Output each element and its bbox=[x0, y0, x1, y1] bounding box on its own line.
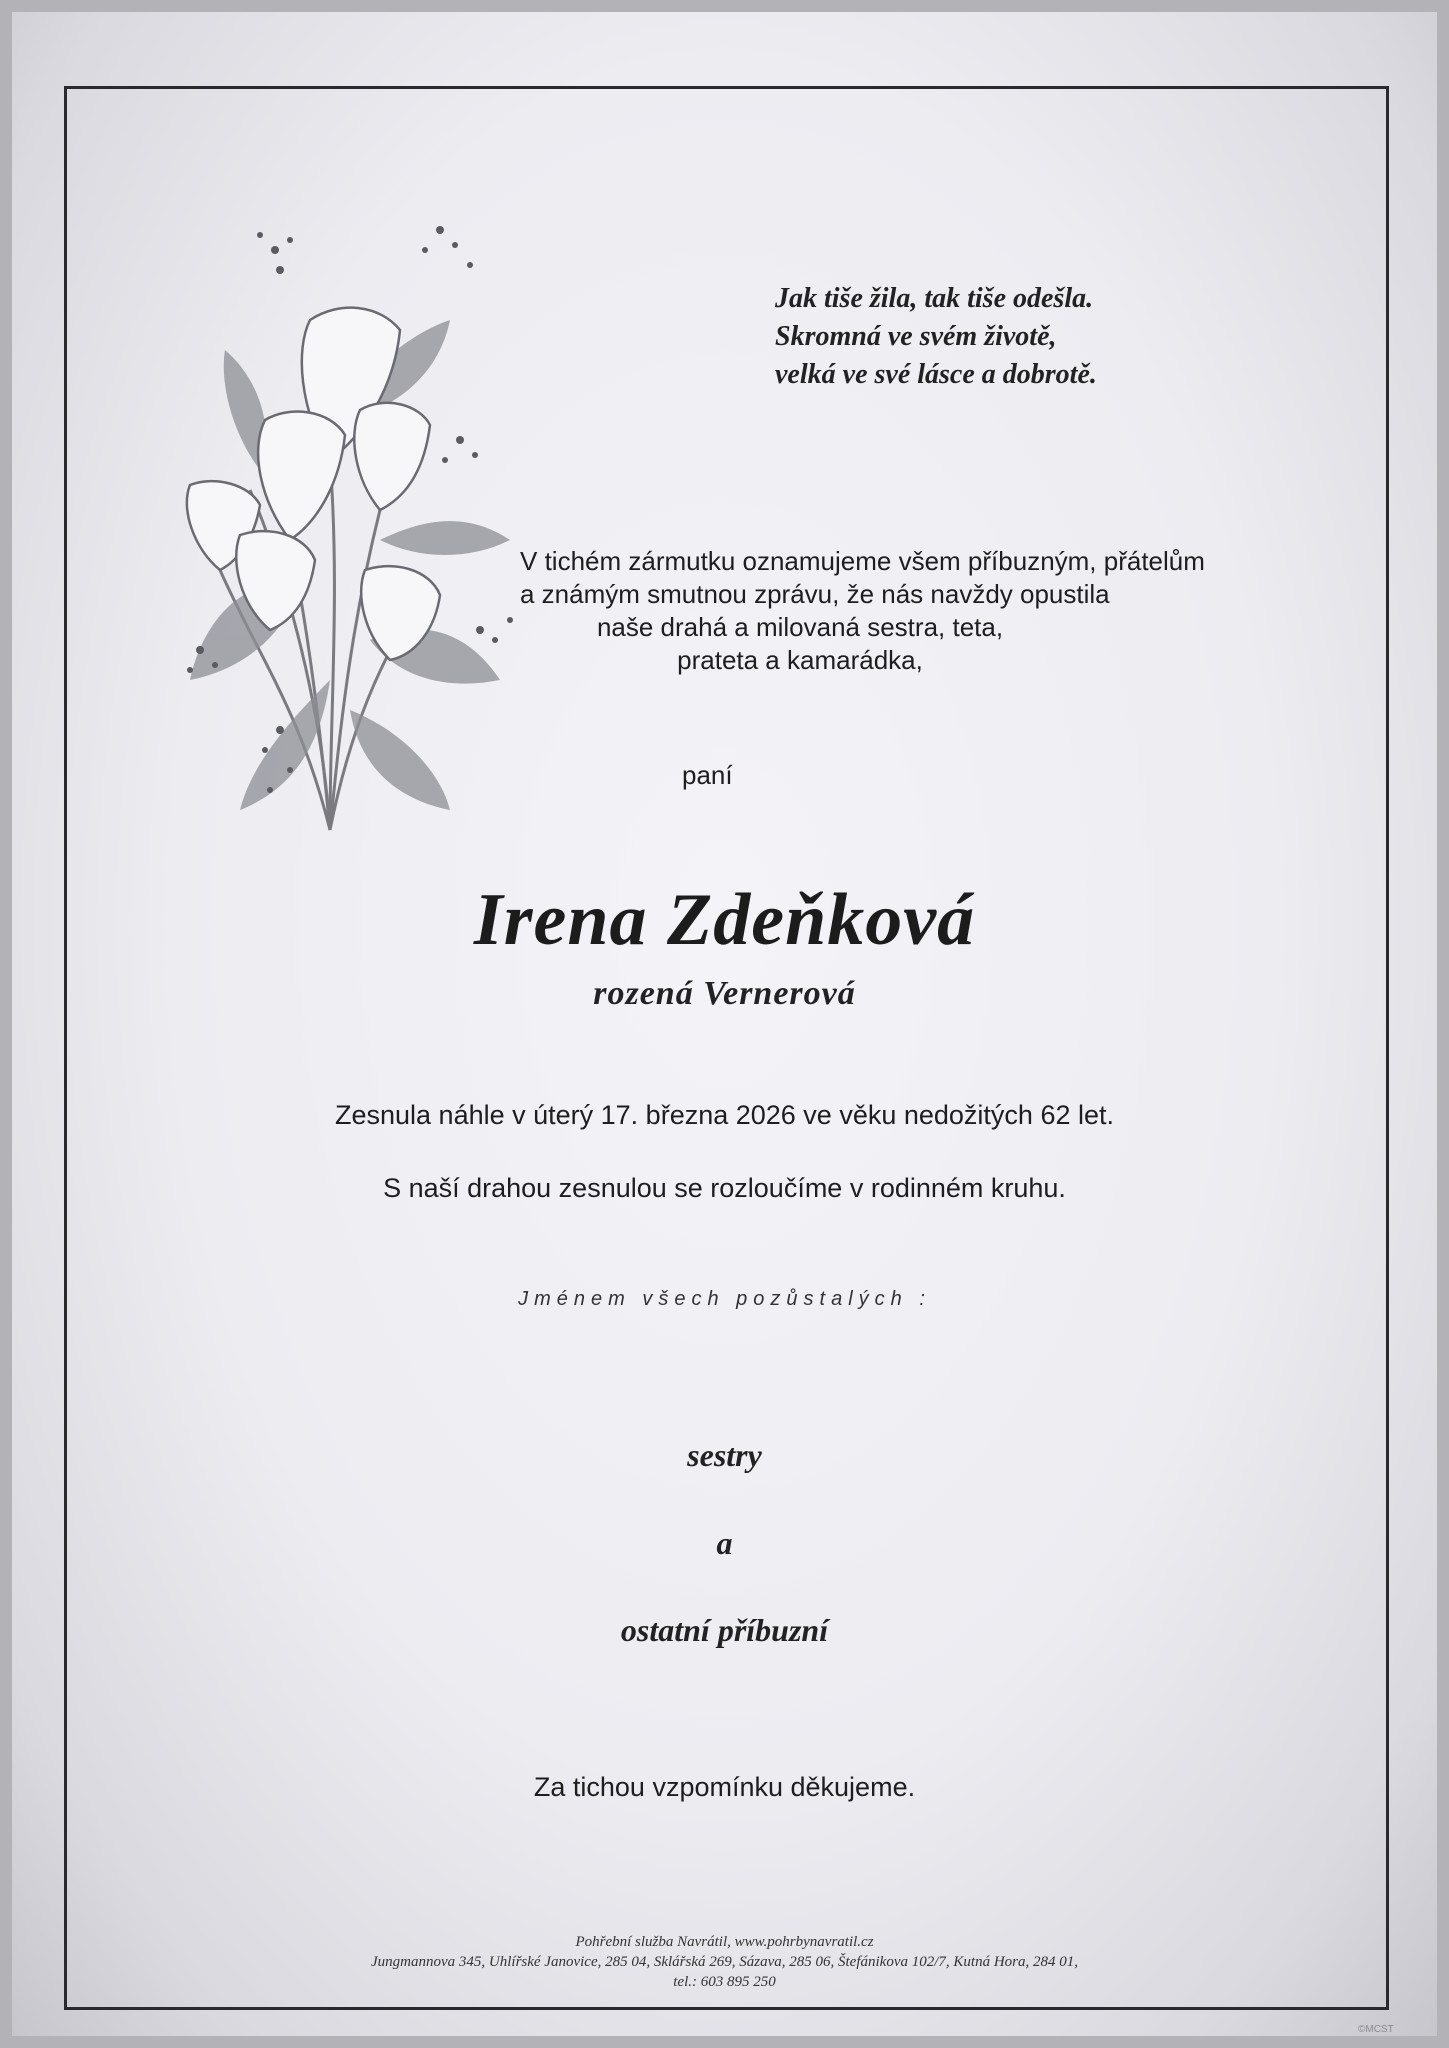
announcement-line: V tichém zármutku oznamujeme všem příbuzným, přátelům bbox=[520, 546, 1205, 576]
announcement-line: naše drahá a milovaná sestra, teta, bbox=[596, 612, 1004, 642]
motto-line: Jak tiše žila, tak tiše odešla. bbox=[775, 283, 1094, 314]
death-notice: Zesnula náhle v úterý 17. března 2026 ve věku nedožitých 62 let. bbox=[335, 1100, 1114, 1130]
motto-line: velká ve své lásce a dobrotě. bbox=[775, 359, 1097, 390]
on-behalf-heading: Jménem všech pozůstalých : bbox=[518, 1288, 931, 1310]
announcement-line: a známým smutnou zprávu, že nás navždy opustila bbox=[520, 579, 1110, 609]
footer-line: Pohřební služba Navrátil, www.pohrbynavratil.cz bbox=[575, 1934, 874, 1950]
footer-line: Jungmannova 345, Uhlířské Janovice, 285 04, Sklářská 269, Sázava, 285 06, Štefánikova 102/7, Kutná Hora, 284 01, bbox=[371, 1954, 1078, 1970]
maiden-name: rozená Vernerová bbox=[593, 975, 856, 1012]
farewell-note: S naší drahou zesnulou se rozloučíme v rodinném kruhu. bbox=[383, 1173, 1066, 1203]
mourner-relatives: ostatní příbuzní bbox=[620, 1612, 829, 1648]
thanks-line: Za tichou vzpomínku děkujeme. bbox=[533, 1772, 916, 1802]
funeral-service-footer bbox=[0, 1932, 1449, 1992]
mourner-siblings: sestry bbox=[687, 1437, 762, 1473]
motto-line: Skromná ve svém životě, bbox=[775, 321, 1057, 352]
announcement-text bbox=[520, 545, 1205, 677]
announcement-line: prateta a kamarádka, bbox=[677, 645, 923, 675]
deceased-name: Irena Zdeňková bbox=[473, 879, 976, 961]
copyright-mark: ©MCST bbox=[1358, 2024, 1394, 2035]
calla-lily-bouquet-illustration bbox=[180, 210, 550, 850]
footer-line: tel.: 603 895 250 bbox=[673, 1974, 776, 1990]
title-word: paní bbox=[682, 760, 733, 790]
mourner-conjunction: a bbox=[716, 1525, 733, 1561]
motto-verse bbox=[775, 280, 1295, 394]
